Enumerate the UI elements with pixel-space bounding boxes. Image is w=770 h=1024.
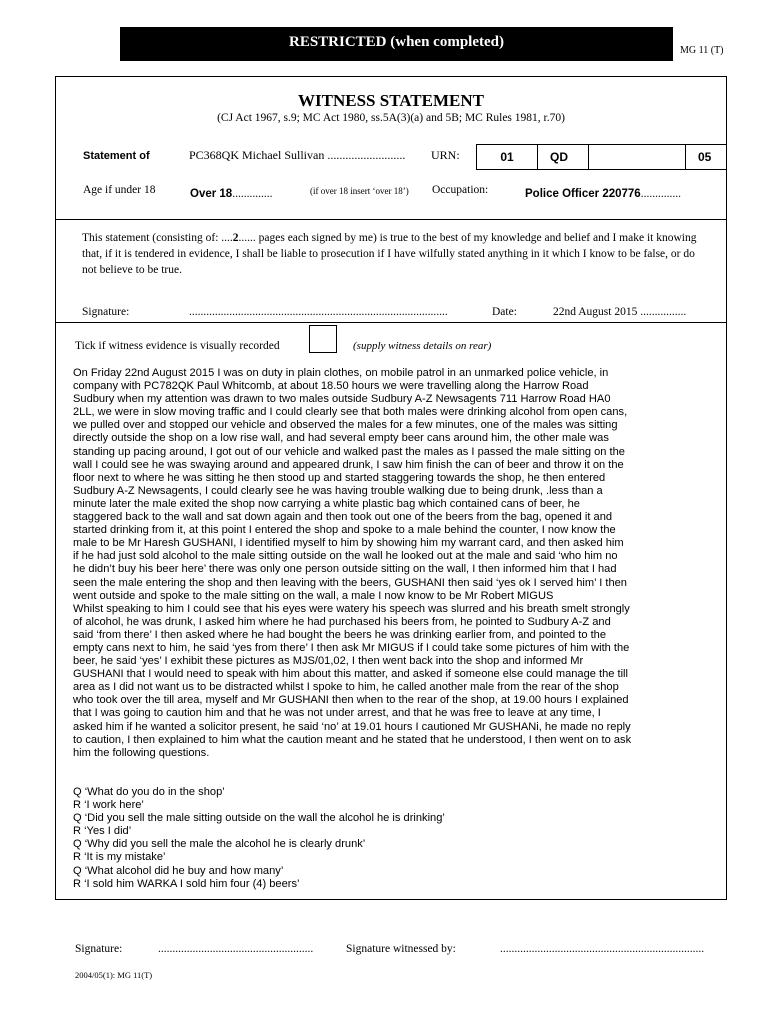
statement-of-label: Statement of [83,150,150,162]
form-reference: MG 11 (T) [680,45,724,56]
qa-line: R ‘Yes I did’ [73,825,132,838]
date-label: Date: [492,306,517,318]
date-value: 22nd August 2015 ................ [553,306,687,318]
qa-line: R ‘I work here’ [73,799,144,812]
age-dots: .............. [232,188,273,200]
question-answer-list [73,786,445,891]
urn-box-2: QD [537,144,589,170]
occupation-value: Police Officer 220776 [525,188,641,200]
age-label: Age if under 18 [83,184,156,196]
divider [56,322,726,323]
witnessed-label: Signature witnessed by: [346,943,456,955]
qa-line: R ‘I sold him WARKA I sold him four (4) beers’ [73,877,300,890]
age-value: Over 18 [190,188,233,200]
qa-line: Q ‘Did you sell the male sitting outside on the wall the alcohol he is drinking’ [73,812,445,825]
form-subtitle: (CJ Act 1967, s.9; MC Act 1980, ss.5A(3)(a) and 5B; MC Rules 1981, r.70) [217,112,565,124]
statement-body: On Friday 22nd August 2015 I was on duty in plain clothes, on mobile patrol in an unmarked police vehicle, in company with PC782QK Paul Whitcomb, at about 18.50 hours we were travelling along the Harrow Road Sudbury when my attention was drawn to two males outside Sudbury A-Z Newsagents 711 Harrow Road HA0 2LL, we were in slow moving traffic and I could clearly see that both males were drinking alcohol from open cans, we pulled over and stopped our vehicle and observed the males for a few minutes, one of the males was sitting directly outside the shop on a low rise wall, and had several empty beer cans around him, the other male was standing up pacing around, I got out of our vehicle and walked past the males as I passed the male sitting on the wall I could see he was swaying around and appeared drunk, I saw him finish the can of beer and throw it on the floor next to where he was sitting he then stood up and started staggering towards the shop, he then entered Sudbury A-Z Newsagents, I could clearly see he was having trouble walking due to being drunk, .less than a minute later the male exited the shop now carrying a white plastic bag which contained cans of beer, he staggered back to the wall and sat down again and then took out one of the beers from the bag, opened it and started drinking from it, at this point I entered the shop and spoke to a male behind the counter, I now know the male to be Mr Haresh GUSHANI, I identified myself to him by showing him my warrant card, and then asked him if he had just sold alcohol to the male sitting outside on the wall he looked out at the male and said ‘who him no he didn’t buy his beer here’ there was only one person outside sitting on the wall, I then informed him that I had seen the male entering the shop and then leaving with the beers, GUSHANI then said ‘yes ok I served him’ I then went outside and spoke to the male sitting on the wall, a male I now know to be Mr Robert MIGUS Whilst speaking to him I could see that his eyes were watery his speech was slurred and his breath smelt strongly of alcohol, he was drunk, I asked him where he had purchased his beers from, he pointed to Sudbury A-Z and said ‘from there’ I then asked where he had bought the beers he was drinking earlier from, and pointed to the empty cans next to him, he said ‘yes from there’ I then ask Mr MIGUS if I could take some pictures of him with the beer, he said ‘yes’ I exhibit these pictures as MJS/01,02, I then went back into the shop and informed Mr GUSHANI that I would need to speak with him about this matter, and asked if someone else could manage the till area as I did not want us to be distracted whilst I spoke to him, he called another male from the rear of the shop who took over the till area, myself and Mr GUSHANI then when to the rear of the shop, at 19.00 hours I explained that I was going to caution him and that he was not under arrest, and that he was free to leave at any time, I asked him if he wanted a solicitor present, he said ‘no’ at 19.01 hours I cautioned Mr GUSHANi, he made no reply to caution, I then explained to him what the caution meant and he stated that he understood, I then went on to ask him the following questions. [73,367,632,759]
statement-of-value: PC368QK Michael Sullivan .......................... [189,148,406,162]
signature-line: .......................................................................................... [189,306,448,318]
urn-box-1: 01 [476,144,538,170]
urn-box-3 [588,144,686,170]
page-count: 2 [232,232,239,244]
tick-note: (supply witness details on rear) [353,340,492,352]
footer-signature-label: Signature: [75,943,123,955]
age-note: (if over 18 insert ‘over 18’) [310,186,409,196]
occupation-dots: .............. [640,188,681,200]
qa-line: Q ‘Why did you sell the male the alcohol he is clearly drunk’ [73,838,366,851]
divider [56,219,726,220]
occupation-field [525,184,681,202]
qa-line: Q ‘What alcohol did he buy and how many’ [73,864,284,877]
declaration-text: This statement (consisting of: ....2...... pages each signed by me) is true to the best of my knowledge and belief and I make it knowing that, if it is tendered in evidence, I shall be liable to prosecution if I have wilfully stated anything in it which I know to be false, or do not believe to be true. [82,232,697,276]
tick-label: Tick if witness evidence is visually recorded [75,340,280,352]
qa-line: Q ‘What do you do in the shop’ [73,786,225,798]
qa-line: R ‘It is my mistake’ [73,851,166,864]
urn-box-4: 05 [685,144,727,170]
occupation-label: Occupation: [432,184,489,196]
signature-label: Signature: [82,306,130,318]
form-title: WITNESS STATEMENT [298,91,484,110]
visual-record-checkbox[interactable] [309,325,337,353]
urn-label: URN: [431,148,460,162]
statement-frame [55,76,727,900]
restricted-banner: RESTRICTED (when completed) [120,27,673,61]
age-field [190,184,272,202]
footer-signature-line: ...................................................... [158,943,314,955]
form-code: 2004/05(1): MG 11(T) [75,970,153,980]
witnessed-line: ....................................................................... [500,943,705,955]
